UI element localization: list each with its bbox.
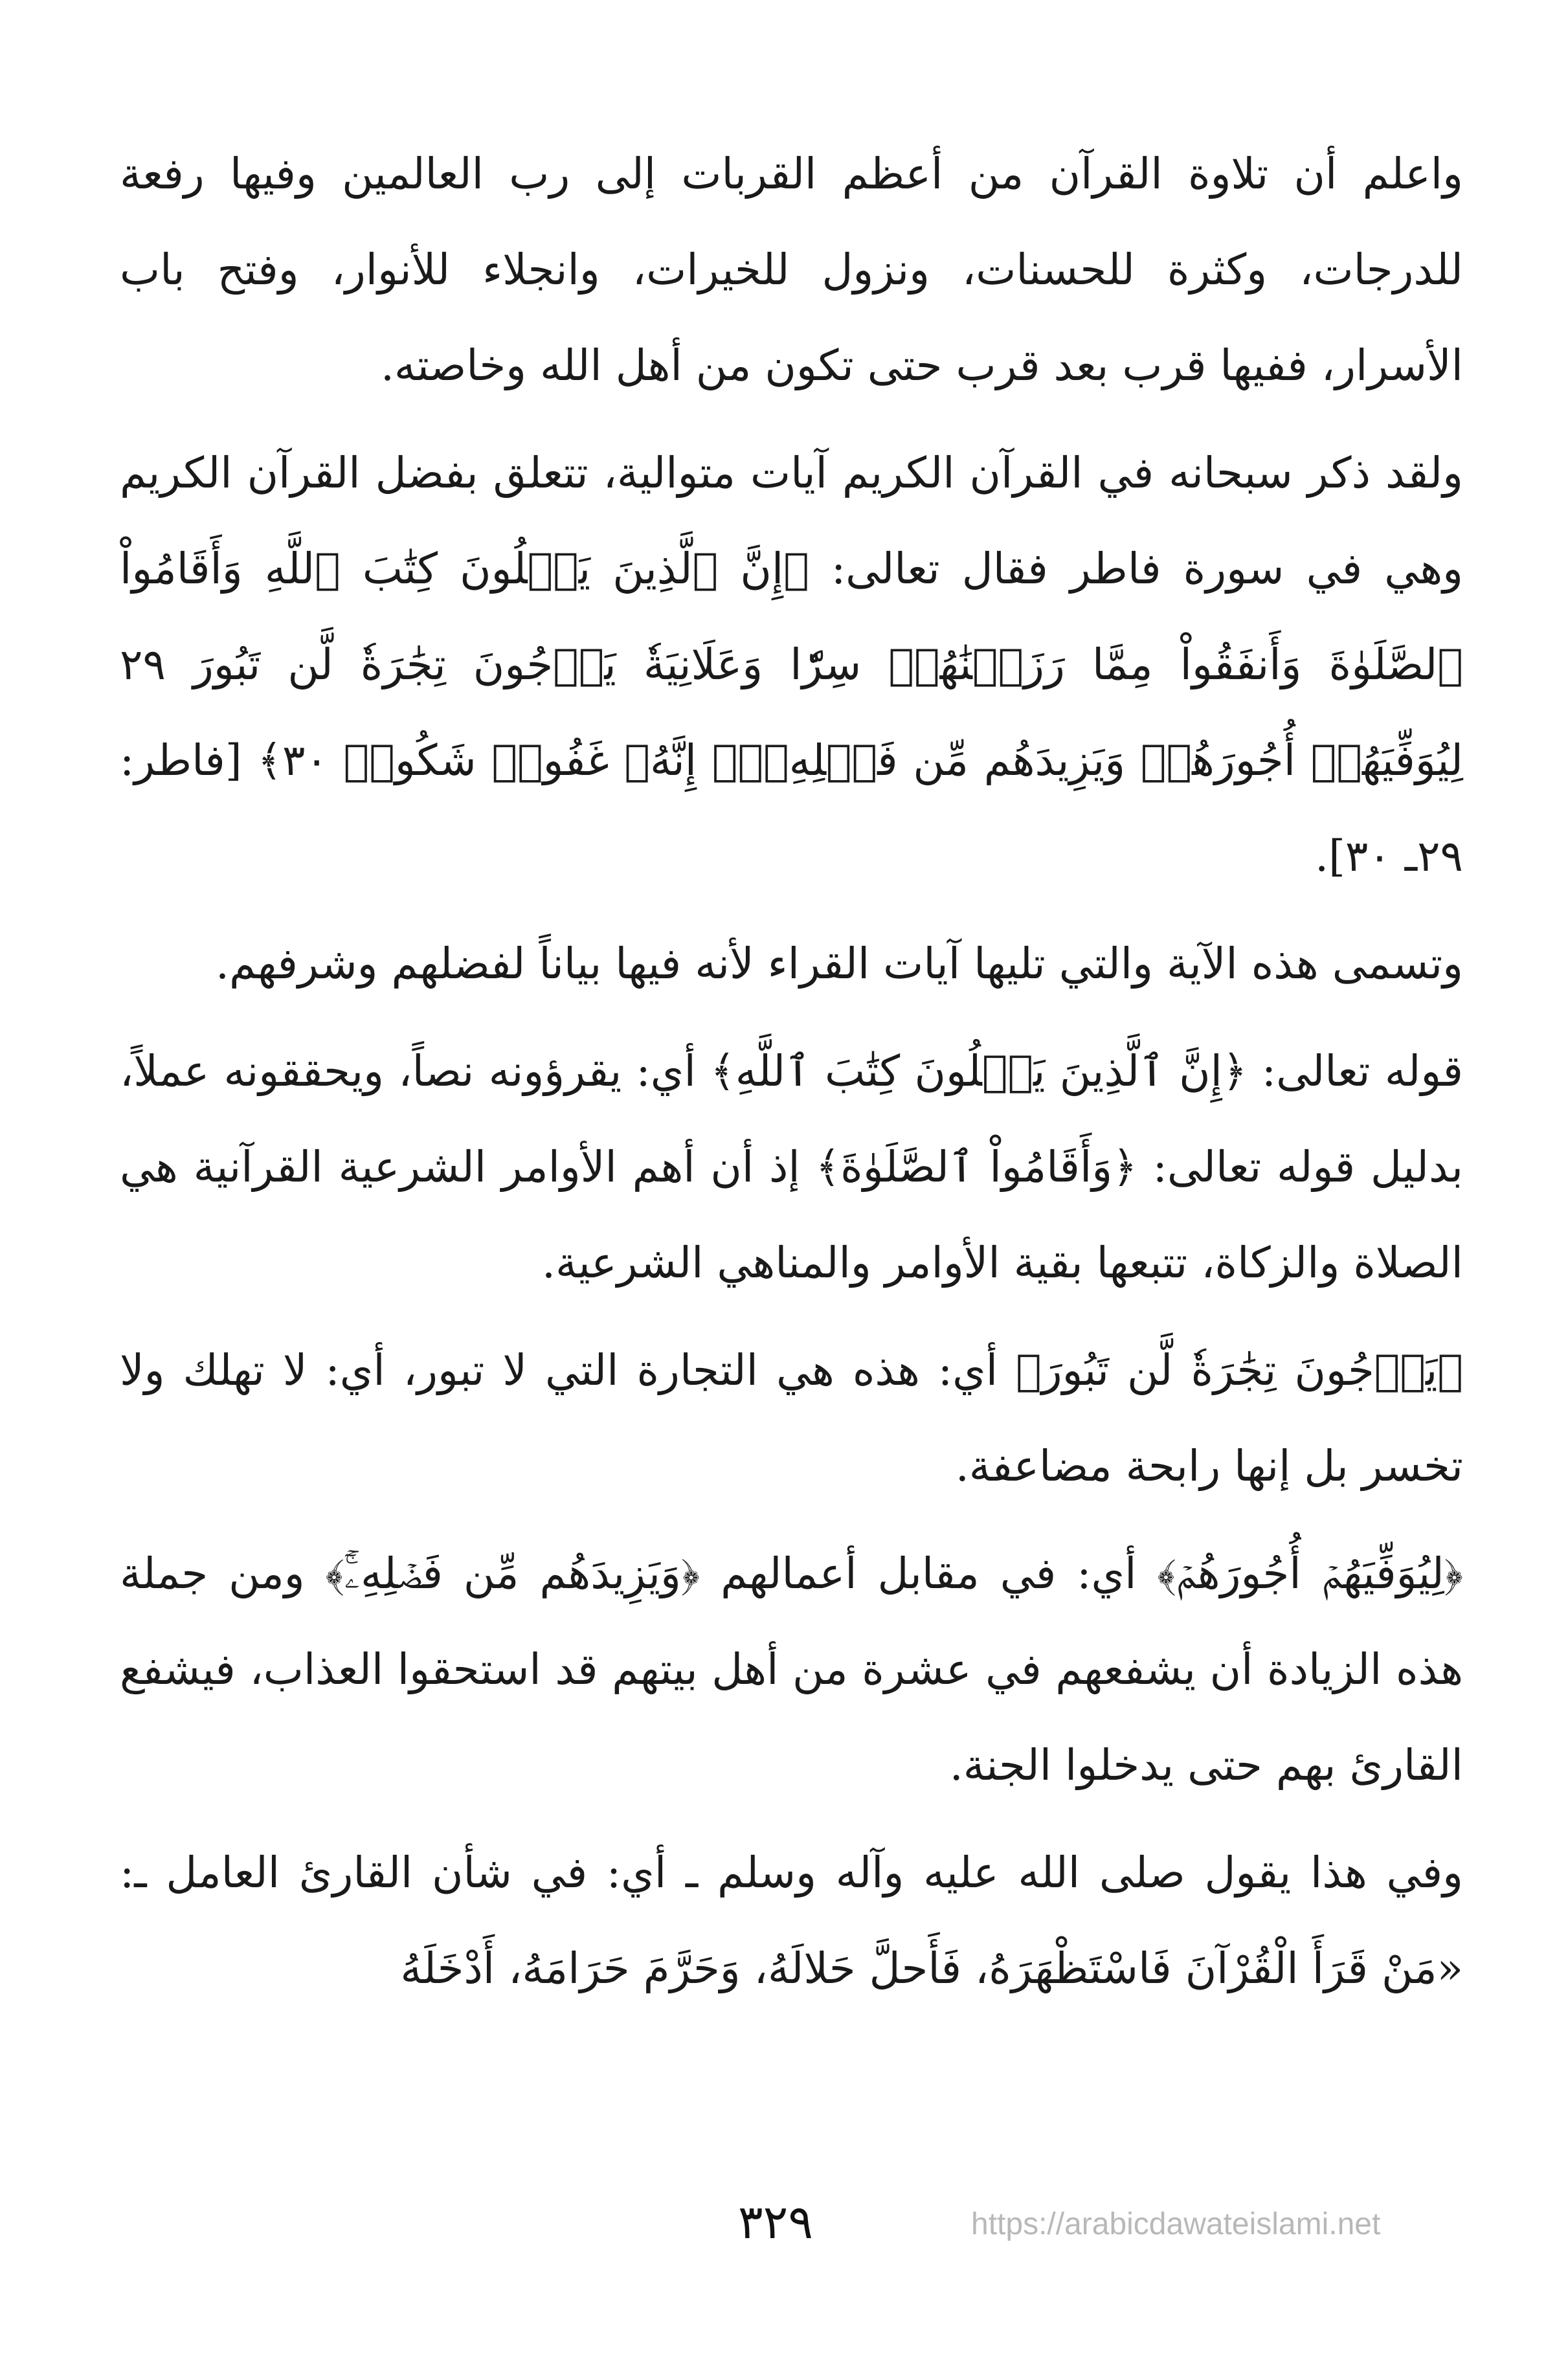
paragraph-5: ﴿يَرۡجُونَ تِجَٰرَةٗ لَّن تَبُورَ﴾ أي: هذه هي التجارة التي لا تبور، أي: لا تهلك ولا تخسر بل إنها رابحة مضاعفة. bbox=[120, 1345, 1463, 1491]
page-footer bbox=[0, 2195, 1568, 2272]
paragraph-1: واعلم أن تلاوة القرآن من أعظم القربات إلى رب العالمين وفيها رفعة للدرجات، وكثرة للحسنات، ونزول للخيرات، وانجلاء للأنوار، وفتح باب الأسرار، ففيها قرب بعد قرب حتى تكون من أهل الله وخاصته. bbox=[120, 149, 1463, 390]
paragraph-7: وفي هذا يقول صلى الله عليه وآله وسلم ـ أي: في شأن القارئ العامل ـ: «مَنْ قَرَأَ الْقُرْآنَ فَاسْتَظْهَرَهُ، فَأَحلَّ حَلالَهُ، وَحَرَّمَ حَرَامَهُ، أَدْخَلَهُ bbox=[120, 1848, 1463, 1993]
paragraph-6: ﴿لِيُوَفِّيَهُمۡ أُجُورَهُمۡ﴾ أي: في مقابل أعمالهم ﴿وَيَزِيدَهُم مِّن فَضۡلِهِۦٓۚ﴾ ومن جملة هذه الزيادة أن يشفعهم في عشرة من أهل بيتهم قد استحقوا العذاب، فيشفع القارئ بهم حتى يدخلوا الجنة. bbox=[120, 1549, 1463, 1790]
paragraph-4: قوله تعالى: ﴿إِنَّ ٱلَّذِينَ يَتۡلُونَ كِتَٰبَ ٱللَّهِ﴾ أي: يقرؤونه نصاً، ويحققونه عملاً، بدليل قوله تعالى: ﴿وَأَقَامُواْ ٱلصَّلَوٰةَ﴾ إذ أن أهم الأوامر الشرعية القرآنية هي الصلاة والزكاة، تتبعها بقية الأوامر والمناهي الشرعية. bbox=[120, 1046, 1463, 1288]
page-number: ٣٢٩ bbox=[738, 2195, 814, 2249]
page-body bbox=[120, 126, 1463, 2024]
paragraph-3: وتسمى هذه الآية والتي تليها آيات القراء لأنه فيها بياناً لفضلهم وشرفهم. bbox=[216, 939, 1463, 989]
paragraph-2: ولقد ذكر سبحانه في القرآن الكريم آيات متوالية، تتعلق بفضل القرآن الكريم وهي في سورة فاطر فقال تعالى: ﴿إِنَّ ٱلَّذِينَ يَتۡلُونَ كِتَٰبَ ٱللَّهِ وَأَقَامُواْ ٱلصَّلَوٰةَ وَأَنفَقُواْ مِمَّا رَزَقۡنَٰهُمۡ سِرّٗا وَعَلَانِيَةٗ يَرۡجُونَ تِجَٰرَةٗ لَّن تَبُورَ ٢٩ لِيُوَفِّيَهُمۡ أُجُورَهُمۡ وَيَزِيدَهُم مِّن فَضۡلِهِۦٓۚ إِنَّهُۥ غَفُورٞ شَكُورٞ ٣٠﴾ [فاطر: ٢٩ـ ٣٠]. bbox=[120, 448, 1463, 881]
watermark-url[interactable]: https://arabicdawateislami.net bbox=[971, 2207, 1381, 2241]
